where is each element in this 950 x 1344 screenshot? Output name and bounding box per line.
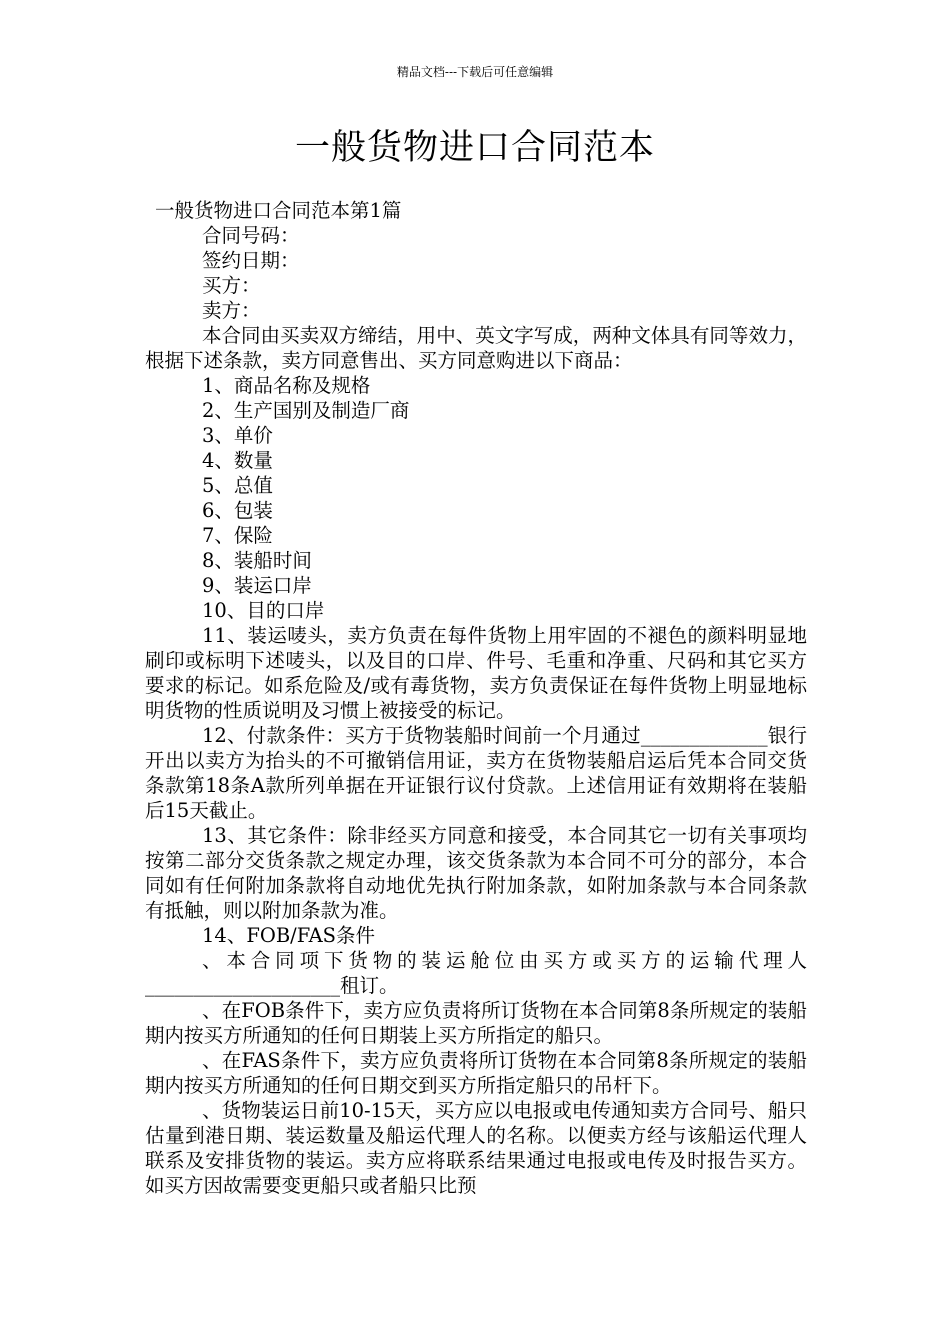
clause-14-shipping-space: 、本合同项下货物的装运舱位由买方或买方的运输代理人____________________租订。 [145, 949, 807, 997]
field-seller: 卖方： [202, 299, 261, 322]
list-item: 5、总值 [202, 474, 273, 497]
field-signing-date: 签约日期： [202, 249, 300, 272]
list-item: 9、装运口岸 [202, 574, 312, 597]
list-item: 6、包装 [202, 499, 273, 522]
clause-14-notice: 、货物装运日前10-15天，买方应以电报或电传通知卖方合同号、船只估量到港日期、装运数量及船运代理人的名称。以便卖方经与该船运代理人联系及安排货物的装运。卖方应将联系结果通过电报或电传及时报告买方。如买方因故需要变更船只或者船只比预 [145, 1099, 807, 1197]
clause-12-payment-terms: 12、付款条件：买方于货物装船时间前一个月通过_____________银行开出以卖方为抬头的不可撤销信用证，卖方在货物装船启运后凭本合同交货条款第18条A款所列单据在开证银行议付贷款。上述信用证有效期将在装船后15天截止。 [145, 724, 807, 822]
list-item: 10、目的口岸 [202, 599, 325, 622]
list-item: 2、生产国别及制造厂商 [202, 399, 410, 422]
clause-14-heading: 14、FOB/FAS条件 [202, 924, 376, 947]
list-item: 7、保险 [202, 524, 273, 547]
field-buyer: 买方： [202, 274, 261, 297]
clause-13-other-conditions: 13、其它条件：除非经买方同意和接受，本合同其它一切有关事项均按第二部分交货条款之规定办理，该交货条款为本合同不可分的部分，本合同如有任何附加条款将自动地优先执行附加条款，如附加条款与本合同条款有抵触，则以附加条款为准。 [145, 824, 807, 922]
clause-14-fas: 、在FAS条件下，卖方应负责将所订货物在本合同第8条所规定的装船期内按买方所通知的任何日期交到买方所指定船只的吊杆下。 [145, 1049, 807, 1097]
list-item: 3、单价 [202, 424, 273, 447]
section-subtitle: 一般货物进口合同范本第1篇 [155, 199, 402, 222]
list-item: 8、装船时间 [202, 549, 312, 572]
list-item: 1、商品名称及规格 [202, 374, 371, 397]
document-title: 一般货物进口合同范本 [294, 128, 655, 168]
field-contract-number: 合同号码： [202, 224, 300, 247]
list-item: 4、数量 [202, 449, 273, 472]
intro-paragraph: 本合同由买卖双方缔结，用中、英文字写成，两种文体具有同等效力，根据下述条款，卖方同意售出、买方同意购进以下商品： [145, 324, 807, 372]
header-note: 精品文档---下载后可任意编辑 [396, 65, 554, 79]
document-body [145, 198, 807, 1198]
clause-11-shipping-marks: 11、装运唛头，卖方负责在每件货物上用牢固的不褪色的颜料明显地刷印或标明下述唛头，以及目的口岸、件号、毛重和净重、尺码和其它买方要求的标记。如系危险及/或有毒货物，卖方负责保证在每件货物上明显地标明货物的性质说明及习惯上被接受的标记。 [145, 624, 807, 722]
clause-14-fob: 、在FOB条件下，卖方应负责将所订货物在本合同第8条所规定的装船期内按买方所通知的任何日期装上买方所指定的船只。 [145, 999, 807, 1047]
